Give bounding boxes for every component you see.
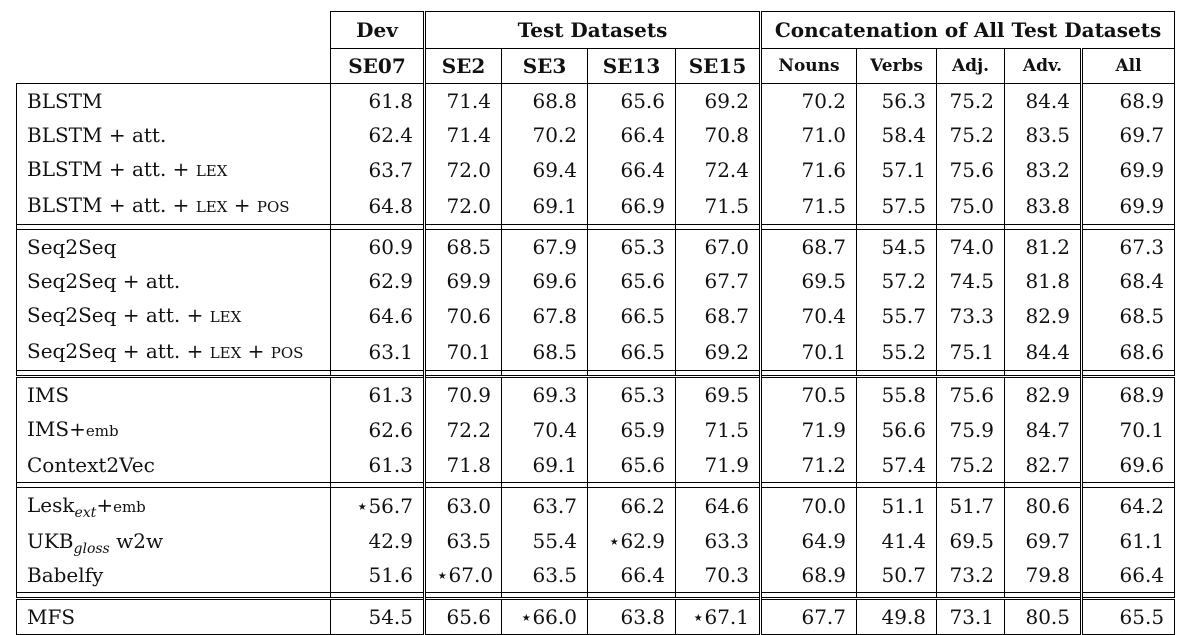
score-cell: 72.2 bbox=[425, 412, 502, 448]
score-cell: 69.7 bbox=[1005, 524, 1082, 558]
score-cell: 80.5 bbox=[1005, 599, 1082, 635]
score-cell: 73.2 bbox=[937, 558, 1005, 593]
score-cell: 42.9 bbox=[331, 524, 425, 558]
model-name: Seq2Seq + att. bbox=[17, 264, 331, 298]
col-adj: Adj. bbox=[937, 49, 1005, 84]
score-cell: 75.2 bbox=[937, 448, 1005, 483]
score-cell: 41.4 bbox=[857, 524, 937, 558]
score-cell: 84.4 bbox=[1005, 334, 1082, 371]
score-cell: 66.2 bbox=[588, 488, 676, 525]
score-cell: ⋆66.0 bbox=[502, 599, 588, 635]
table-row bbox=[17, 558, 1175, 593]
score-cell: 63.1 bbox=[331, 334, 425, 371]
score-cell: 49.8 bbox=[857, 599, 937, 635]
score-cell: 75.6 bbox=[937, 152, 1005, 188]
score-cell: 82.9 bbox=[1005, 298, 1082, 334]
score-cell: 61.3 bbox=[331, 448, 425, 483]
col-nouns: Nouns bbox=[761, 49, 857, 84]
score-cell: 68.6 bbox=[1082, 334, 1175, 371]
score-cell: 70.2 bbox=[761, 84, 857, 119]
score-cell: 81.2 bbox=[1005, 230, 1082, 265]
score-cell: 55.8 bbox=[857, 377, 937, 413]
table-row bbox=[17, 118, 1175, 152]
score-cell: 64.9 bbox=[761, 524, 857, 558]
table-row bbox=[17, 230, 1175, 265]
table-row bbox=[17, 488, 1175, 525]
score-cell: 69.6 bbox=[502, 264, 588, 298]
score-cell: 69.5 bbox=[761, 264, 857, 298]
score-cell: 65.6 bbox=[588, 84, 676, 119]
header-blank bbox=[17, 12, 331, 49]
score-cell: 75.1 bbox=[937, 334, 1005, 371]
score-cell: 68.9 bbox=[1082, 84, 1175, 119]
score-cell: 70.4 bbox=[502, 412, 588, 448]
score-cell: 69.7 bbox=[1082, 118, 1175, 152]
table-row bbox=[17, 448, 1175, 483]
score-cell: 83.2 bbox=[1005, 152, 1082, 188]
score-cell: 68.4 bbox=[1082, 264, 1175, 298]
score-cell: 61.1 bbox=[1082, 524, 1175, 558]
score-cell: 58.4 bbox=[857, 118, 937, 152]
score-cell: 65.3 bbox=[588, 377, 676, 413]
header-row-columns bbox=[17, 49, 1175, 84]
score-cell: 71.0 bbox=[761, 118, 857, 152]
score-cell: 65.6 bbox=[425, 599, 502, 635]
col-se13: SE13 bbox=[588, 49, 676, 84]
score-cell: 71.5 bbox=[676, 188, 761, 225]
score-cell: 63.7 bbox=[331, 152, 425, 188]
score-cell: 70.8 bbox=[676, 118, 761, 152]
score-cell: 71.8 bbox=[425, 448, 502, 483]
score-cell: 69.1 bbox=[502, 448, 588, 483]
score-cell: 69.5 bbox=[676, 377, 761, 413]
score-cell: 56.3 bbox=[857, 84, 937, 119]
score-cell: 75.6 bbox=[937, 377, 1005, 413]
score-cell: 57.4 bbox=[857, 448, 937, 483]
score-cell: 83.5 bbox=[1005, 118, 1082, 152]
score-cell: 55.4 bbox=[502, 524, 588, 558]
score-cell: 65.5 bbox=[1082, 599, 1175, 635]
score-cell: 69.2 bbox=[676, 84, 761, 119]
score-cell: 68.5 bbox=[502, 334, 588, 371]
score-cell: 71.9 bbox=[676, 448, 761, 483]
score-cell: 84.4 bbox=[1005, 84, 1082, 119]
score-cell: 62.4 bbox=[331, 118, 425, 152]
score-cell: 67.9 bbox=[502, 230, 588, 265]
score-cell: 66.4 bbox=[1082, 558, 1175, 593]
table-row bbox=[17, 334, 1175, 371]
score-cell: 67.7 bbox=[676, 264, 761, 298]
model-name: Seq2Seq bbox=[17, 230, 331, 265]
score-cell: 66.4 bbox=[588, 558, 676, 593]
score-cell: 68.5 bbox=[1082, 298, 1175, 334]
model-name: Babelfy bbox=[17, 558, 331, 593]
table-row bbox=[17, 524, 1175, 558]
score-cell: 63.5 bbox=[425, 524, 502, 558]
table-row bbox=[17, 412, 1175, 448]
score-cell: 70.0 bbox=[761, 488, 857, 525]
score-cell: 57.5 bbox=[857, 188, 937, 225]
score-cell: 82.9 bbox=[1005, 377, 1082, 413]
score-cell: 72.4 bbox=[676, 152, 761, 188]
header-test-datasets: Test Datasets bbox=[425, 12, 761, 49]
score-cell: 63.8 bbox=[588, 599, 676, 635]
score-cell: 51.1 bbox=[857, 488, 937, 525]
score-cell: 67.0 bbox=[676, 230, 761, 265]
score-cell: 79.8 bbox=[1005, 558, 1082, 593]
col-se07: SE07 bbox=[331, 49, 425, 84]
model-name: Seq2Seq + att. + LEX bbox=[17, 298, 331, 334]
score-cell: 63.7 bbox=[502, 488, 588, 525]
header-concatenation: Concatenation of All Test Datasets bbox=[761, 12, 1175, 49]
score-cell: 71.5 bbox=[761, 188, 857, 225]
score-cell: 69.9 bbox=[425, 264, 502, 298]
score-cell: 64.6 bbox=[331, 298, 425, 334]
score-cell: 75.2 bbox=[937, 118, 1005, 152]
score-cell: 75.9 bbox=[937, 412, 1005, 448]
score-cell: 66.4 bbox=[588, 118, 676, 152]
score-cell: 57.1 bbox=[857, 152, 937, 188]
score-cell: ⋆62.9 bbox=[588, 524, 676, 558]
model-name: Lesk$_{ext}$+emb bbox=[17, 488, 331, 525]
score-cell: 70.9 bbox=[425, 377, 502, 413]
score-cell: 75.0 bbox=[937, 188, 1005, 225]
score-cell: 67.7 bbox=[761, 599, 857, 635]
score-cell: 73.1 bbox=[937, 599, 1005, 635]
score-cell: 73.3 bbox=[937, 298, 1005, 334]
model-name: IMS+emb bbox=[17, 412, 331, 448]
score-cell: 70.3 bbox=[676, 558, 761, 593]
score-cell: 51.6 bbox=[331, 558, 425, 593]
score-cell: 68.8 bbox=[502, 84, 588, 119]
model-name: Context2Vec bbox=[17, 448, 331, 483]
score-cell: 55.2 bbox=[857, 334, 937, 371]
score-cell: 71.2 bbox=[761, 448, 857, 483]
score-cell: 69.9 bbox=[1082, 188, 1175, 225]
score-cell: 71.5 bbox=[676, 412, 761, 448]
results-table bbox=[16, 11, 1175, 635]
header-row-groups bbox=[17, 12, 1175, 49]
score-cell: 63.5 bbox=[502, 558, 588, 593]
col-all: All bbox=[1082, 49, 1175, 84]
score-cell: 63.3 bbox=[676, 524, 761, 558]
score-cell: 64.2 bbox=[1082, 488, 1175, 525]
score-cell: 51.7 bbox=[937, 488, 1005, 525]
score-cell: 66.9 bbox=[588, 188, 676, 225]
score-cell: 74.0 bbox=[937, 230, 1005, 265]
score-cell: 68.5 bbox=[425, 230, 502, 265]
score-cell: 71.6 bbox=[761, 152, 857, 188]
score-cell: 68.9 bbox=[761, 558, 857, 593]
score-cell: 70.5 bbox=[761, 377, 857, 413]
col-adv: Adv. bbox=[1005, 49, 1082, 84]
score-cell: 70.6 bbox=[425, 298, 502, 334]
score-cell: 67.8 bbox=[502, 298, 588, 334]
score-cell: 66.5 bbox=[588, 334, 676, 371]
score-cell: 71.9 bbox=[761, 412, 857, 448]
score-cell: 71.4 bbox=[425, 118, 502, 152]
model-name: BLSTM bbox=[17, 84, 331, 119]
score-cell: 63.0 bbox=[425, 488, 502, 525]
table-row bbox=[17, 152, 1175, 188]
results-body bbox=[17, 84, 1175, 635]
score-cell: 65.6 bbox=[588, 448, 676, 483]
score-cell: 72.0 bbox=[425, 152, 502, 188]
col-se2: SE2 bbox=[425, 49, 502, 84]
score-cell: 83.8 bbox=[1005, 188, 1082, 225]
score-cell: 64.8 bbox=[331, 188, 425, 225]
model-name: Seq2Seq + att. + LEX + POS bbox=[17, 334, 331, 371]
score-cell: 54.5 bbox=[331, 599, 425, 635]
score-cell: 68.7 bbox=[676, 298, 761, 334]
score-cell: 67.3 bbox=[1082, 230, 1175, 265]
col-se3: SE3 bbox=[502, 49, 588, 84]
score-cell: 70.1 bbox=[761, 334, 857, 371]
score-cell: 60.9 bbox=[331, 230, 425, 265]
score-cell: 57.2 bbox=[857, 264, 937, 298]
model-name: BLSTM + att. + LEX + POS bbox=[17, 188, 331, 225]
model-name: $UKB_{gloss}$ w2w bbox=[17, 524, 331, 558]
score-cell: ⋆56.7 bbox=[331, 488, 425, 525]
table-row bbox=[17, 599, 1175, 635]
score-cell: 70.2 bbox=[502, 118, 588, 152]
score-cell: 70.4 bbox=[761, 298, 857, 334]
score-cell: 66.4 bbox=[588, 152, 676, 188]
model-name: MFS bbox=[17, 599, 331, 635]
model-name: IMS bbox=[17, 377, 331, 413]
score-cell: 65.3 bbox=[588, 230, 676, 265]
col-se15: SE15 bbox=[676, 49, 761, 84]
score-cell: 84.7 bbox=[1005, 412, 1082, 448]
score-cell: 65.9 bbox=[588, 412, 676, 448]
table-row bbox=[17, 377, 1175, 413]
score-cell: 61.8 bbox=[331, 84, 425, 119]
score-cell: 69.4 bbox=[502, 152, 588, 188]
score-cell: 71.4 bbox=[425, 84, 502, 119]
score-cell: ⋆67.1 bbox=[676, 599, 761, 635]
score-cell: 62.6 bbox=[331, 412, 425, 448]
score-cell: 69.3 bbox=[502, 377, 588, 413]
score-cell: 54.5 bbox=[857, 230, 937, 265]
model-name: BLSTM + att. + LEX bbox=[17, 152, 331, 188]
score-cell: 75.2 bbox=[937, 84, 1005, 119]
table-row bbox=[17, 188, 1175, 225]
score-cell: 64.6 bbox=[676, 488, 761, 525]
score-cell: 56.6 bbox=[857, 412, 937, 448]
score-cell: 69.9 bbox=[1082, 152, 1175, 188]
col-verbs: Verbs bbox=[857, 49, 937, 84]
table-row bbox=[17, 298, 1175, 334]
score-cell: 69.1 bbox=[502, 188, 588, 225]
score-cell: 69.5 bbox=[937, 524, 1005, 558]
score-cell: 69.2 bbox=[676, 334, 761, 371]
score-cell: 80.6 bbox=[1005, 488, 1082, 525]
score-cell: 68.9 bbox=[1082, 377, 1175, 413]
model-name: BLSTM + att. bbox=[17, 118, 331, 152]
score-cell: 55.7 bbox=[857, 298, 937, 334]
score-cell: 62.9 bbox=[331, 264, 425, 298]
score-cell: 74.5 bbox=[937, 264, 1005, 298]
score-cell: ⋆67.0 bbox=[425, 558, 502, 593]
score-cell: 61.3 bbox=[331, 377, 425, 413]
score-cell: 72.0 bbox=[425, 188, 502, 225]
header-dev: Dev bbox=[331, 12, 425, 49]
score-cell: 70.1 bbox=[1082, 412, 1175, 448]
score-cell: 68.7 bbox=[761, 230, 857, 265]
score-cell: 66.5 bbox=[588, 298, 676, 334]
score-cell: 81.8 bbox=[1005, 264, 1082, 298]
score-cell: 82.7 bbox=[1005, 448, 1082, 483]
score-cell: 70.1 bbox=[425, 334, 502, 371]
header-blank-2 bbox=[17, 49, 331, 84]
score-cell: 50.7 bbox=[857, 558, 937, 593]
table-row bbox=[17, 264, 1175, 298]
table-row bbox=[17, 84, 1175, 119]
score-cell: 69.6 bbox=[1082, 448, 1175, 483]
score-cell: 65.6 bbox=[588, 264, 676, 298]
